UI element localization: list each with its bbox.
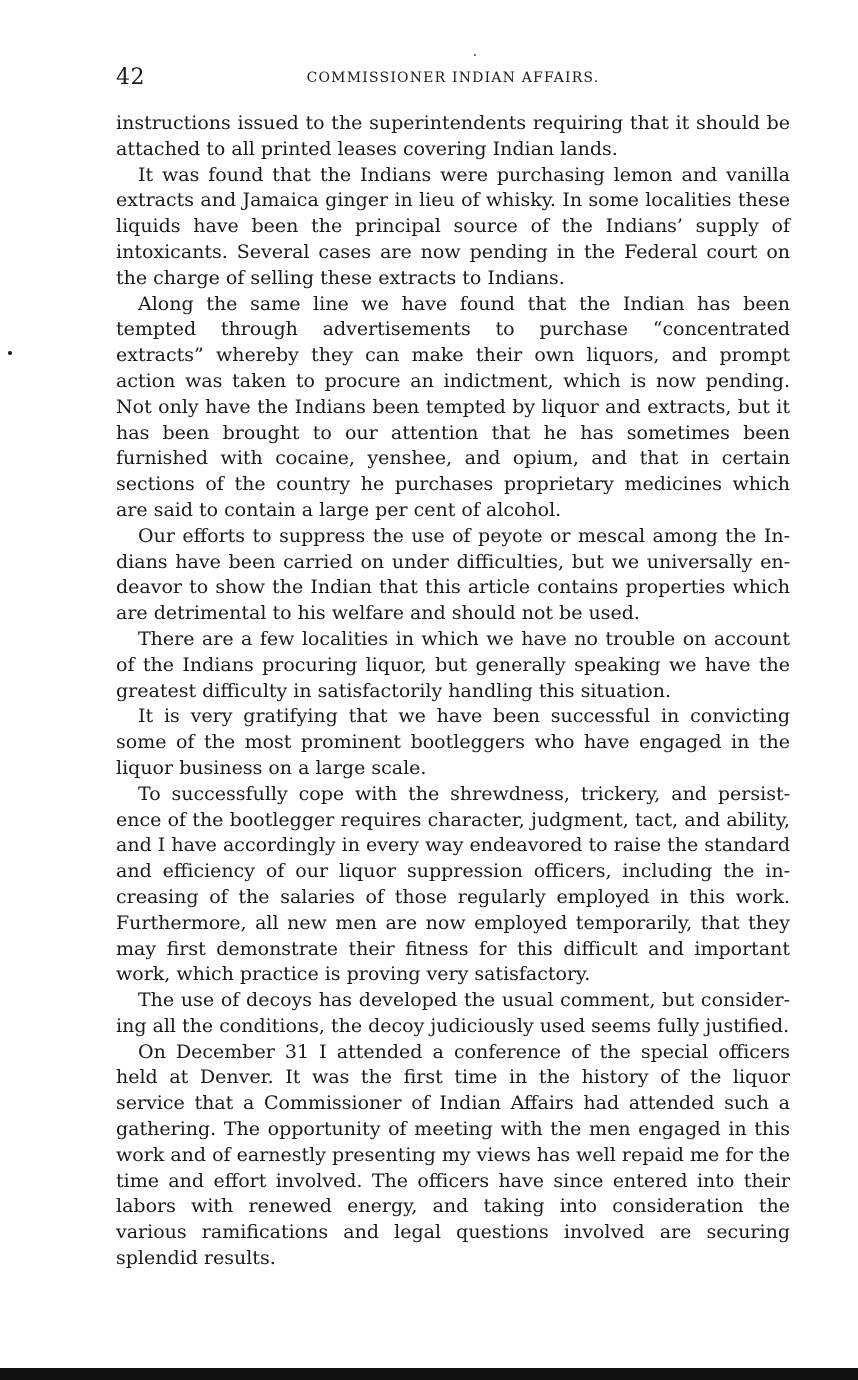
paragraph-extracts: It was found that the Indians were purchasing lemon and vanilla extracts and Jamaica ginger in lieu of whisky. In some localities these liquids have been the principal source of the Indians’ supply of intoxicants. Several cases are now pending in the Federal court on the charge of selling these extracts to Indians.: [116, 163, 790, 289]
paragraph-continued: instructions issued to the superintendents requiring that it should be attached to all printed leases covering Indian lands.: [116, 112, 790, 160]
page-number: 42: [116, 65, 145, 90]
scan-speck: [474, 54, 476, 56]
paragraph-conference: On December 31 I attended a conference of the special officers held at Denver. It was the first time in the history of the liquor service that a Commissioner of Indian Affairs had attended such a gathering. The opportunity of meeting with the men engaged in this work and of earnestly presenting my views has well repaid me for the time and effort involved. The officers have since entered into their labors with renewed energy, and taking into consideration the various ramifications and legal questions involved are securing splendid results.: [116, 1040, 790, 1270]
page-header: [116, 64, 790, 94]
paragraph-bootleggers: It is very gratifying that we have been successful in convicting some of the most prominent bootleggers who have engaged in the liquor business on a large scale.: [116, 705, 790, 779]
margin-mark: [8, 351, 12, 355]
running-head: COMMISSIONER INDIAN AFFAIRS.: [306, 70, 600, 86]
paragraph-concentrated-extracts: Along the same line we have found that the Indian has been tempted through advertisements to purchase “concentrated extracts” whereby they can make their own liquors, and prompt action was taken to procure an indictment, which is now pending. Not only have the Indians been tempted by liquor and extracts, but it has been brought to our attention that he has sometimes been furnished with cocaine, yenshee, and opium, and that in certain sections of the country he purchases proprietary medicines which are said to contain a large per cent of alcohol.: [116, 292, 790, 521]
body-text: [116, 111, 790, 1272]
paragraph-officers: To successfully cope with the shrewdness, trickery, and persistence of the bootlegger requires character, judgment, tact, and ability, and I have accordingly in every way endeavored to raise the standard and efficiency of our liquor suppression officers, including the increasing of the salaries of those regularly employed in this work. Furthermore, all new men are now employed temporarily, that they may first demonstrate their fitness for this difficult and important work, which practice is proving very satisfactory.: [116, 782, 790, 986]
paragraph-decoys: The use of decoys has developed the usual comment, but considering all the conditions, the decoy judiciously used seems fully justified.: [116, 989, 790, 1037]
paragraph-peyote: Our efforts to suppress the use of peyote or mescal among the Indians have been carried on under difficulties, but we universally endeavor to show the Indian that this article contains properties which are detrimental to his welfare and should not be used.: [116, 524, 790, 625]
scan-bottom-edge: [0, 1368, 858, 1380]
paragraph-localities: There are a few localities in which we have no trouble on account of the Indians procuring liquor, but generally speaking we have the greatest difficulty in satisfactorily handling this situation.: [116, 627, 790, 702]
